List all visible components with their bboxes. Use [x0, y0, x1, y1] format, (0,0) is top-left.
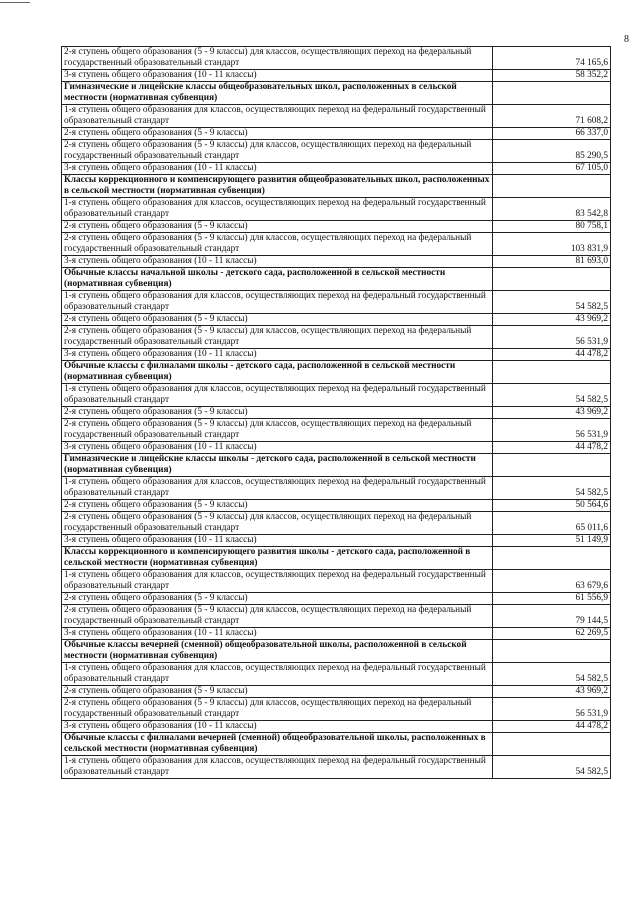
- row-label: 3-я ступень общего образования (10 - 11 классы): [62, 535, 493, 547]
- table-row: [62, 163, 611, 175]
- row-label: 3-я ступень общего образования (10 - 11 классы): [62, 628, 493, 640]
- row-value: [493, 733, 611, 756]
- table-row: [62, 70, 611, 82]
- row-value: 71 608,2: [493, 105, 611, 128]
- row-value: 62 269,5: [493, 628, 611, 640]
- table-row: [62, 349, 611, 361]
- row-value: 54 582,5: [493, 756, 611, 779]
- row-label: 1-я ступень общего образования для классов, осуществляющих переход на федеральный государственный образовательный стандарт: [62, 105, 493, 128]
- row-label: 2-я ступень общего образования (5 - 9 классы) для классов, осуществляющих переход на федеральный государственный образовательный стандарт: [62, 698, 493, 721]
- row-value: 56 531,9: [493, 419, 611, 442]
- row-label: 1-я ступень общего образования для классов, осуществляющих переход на федеральный государственный образовательный стандарт: [62, 663, 493, 686]
- row-label: 3-я ступень общего образования (10 - 11 классы): [62, 163, 493, 175]
- table-body: [62, 47, 611, 779]
- table-row: [62, 535, 611, 547]
- row-label: 2-я ступень общего образования (5 - 9 классы) для классов, осуществляющих переход на федеральный государственный образовательный стандарт: [62, 605, 493, 628]
- row-label: 3-я ступень общего образования (10 - 11 классы): [62, 70, 493, 82]
- row-label: 1-я ступень общего образования для классов, осуществляющих переход на федеральный государственный образовательный стандарт: [62, 477, 493, 500]
- row-value: 44 478,2: [493, 721, 611, 733]
- table-row: [62, 314, 611, 326]
- row-label: 3-я ступень общего образования (10 - 11 классы): [62, 442, 493, 454]
- row-label: 2-я ступень общего образования (5 - 9 классы) для классов, осуществляющих переход на федеральный государственный образовательный стандарт: [62, 512, 493, 535]
- section-heading: Обычные классы с филиалами вечерней (сменной) общеобразовательной школы, расположенных в сельской местности (нормативная субвенция): [62, 733, 493, 756]
- row-label: 1-я ступень общего образования для классов, осуществляющих переход на федеральный государственный образовательный стандарт: [62, 756, 493, 779]
- row-value: [493, 82, 611, 105]
- section-heading: Обычные классы вечерней (сменной) общеобразовательной школы, расположенной в сельской местности (нормативная субвенция): [62, 640, 493, 663]
- table-row: [62, 477, 611, 500]
- section-row: [62, 361, 611, 384]
- row-value: 67 105,0: [493, 163, 611, 175]
- row-value: 54 582,5: [493, 384, 611, 407]
- section-row: [62, 175, 611, 198]
- row-value: 54 582,5: [493, 291, 611, 314]
- table-row: [62, 756, 611, 779]
- table-row: [62, 128, 611, 140]
- row-value: 61 556,9: [493, 593, 611, 605]
- table-row: [62, 221, 611, 233]
- section-row: [62, 454, 611, 477]
- row-value: [493, 640, 611, 663]
- row-value: [493, 454, 611, 477]
- row-value: 103 831,9: [493, 233, 611, 256]
- table-row: [62, 233, 611, 256]
- section-row: [62, 733, 611, 756]
- row-label: 1-я ступень общего образования для классов, осуществляющих переход на федеральный государственный образовательный стандарт: [62, 291, 493, 314]
- table-row: [62, 291, 611, 314]
- row-label: 1-я ступень общего образования для классов, осуществляющих переход на федеральный государственный образовательный стандарт: [62, 384, 493, 407]
- row-value: 50 564,6: [493, 500, 611, 512]
- table-row: [62, 698, 611, 721]
- row-label: 3-я ступень общего образования (10 - 11 классы): [62, 256, 493, 268]
- normative-table: [61, 46, 611, 779]
- row-label: 2-я ступень общего образования (5 - 9 классы): [62, 686, 493, 698]
- section-row: [62, 640, 611, 663]
- table-row: [62, 686, 611, 698]
- row-label: 2-я ступень общего образования (5 - 9 классы) для классов, осуществляющих переход на федеральный государственный образовательный стандарт: [62, 233, 493, 256]
- section-heading: Гимназические и лицейские классы общеобразовательных школ, расположенных в сельской местности (нормативная субвенция): [62, 82, 493, 105]
- row-label: 1-я ступень общего образования для классов, осуществляющих переход на федеральный государственный образовательный стандарт: [62, 570, 493, 593]
- section-heading: Обычные классы начальной школы - детского сада, расположенной в сельской местности (нормативная субвенция): [62, 268, 493, 291]
- row-value: [493, 361, 611, 384]
- row-value: 83 542,8: [493, 198, 611, 221]
- row-value: 43 969,2: [493, 314, 611, 326]
- table-row: [62, 105, 611, 128]
- table-row: [62, 384, 611, 407]
- table-row: [62, 605, 611, 628]
- row-value: 81 693,0: [493, 256, 611, 268]
- row-label: 2-я ступень общего образования (5 - 9 классы): [62, 314, 493, 326]
- table-row: [62, 442, 611, 454]
- section-heading: Гимназические и лицейские классы школы - детского сада, расположенной в сельской местности (нормативная субвенция): [62, 454, 493, 477]
- row-value: 74 165,6: [493, 47, 611, 70]
- row-value: 79 144,5: [493, 605, 611, 628]
- row-label: 2-я ступень общего образования (5 - 9 классы) для классов, осуществляющих переход на федеральный государственный образовательный стандарт: [62, 326, 493, 349]
- table-row: [62, 628, 611, 640]
- row-value: 54 582,5: [493, 663, 611, 686]
- page-number: 8: [624, 34, 629, 45]
- row-label: 3-я ступень общего образования (10 - 11 классы): [62, 721, 493, 733]
- row-value: 85 290,5: [493, 140, 611, 163]
- row-value: [493, 547, 611, 570]
- row-label: 1-я ступень общего образования для классов, осуществляющих переход на федеральный государственный образовательный стандарт: [62, 198, 493, 221]
- row-value: 43 969,2: [493, 686, 611, 698]
- row-value: 80 758,1: [493, 221, 611, 233]
- row-value: 56 531,9: [493, 698, 611, 721]
- row-label: 2-я ступень общего образования (5 - 9 классы): [62, 500, 493, 512]
- section-heading: Классы коррекционного и компенсирующего развития общеобразовательных школ, расположенных в сельской местности (нормативная субвенция): [62, 175, 493, 198]
- row-label: 2-я ступень общего образования (5 - 9 классы): [62, 407, 493, 419]
- table-row: [62, 419, 611, 442]
- row-label: 3-я ступень общего образования (10 - 11 классы): [62, 349, 493, 361]
- row-label: 2-я ступень общего образования (5 - 9 классы) для классов, осуществляющих переход на федеральный государственный образовательный стандарт: [62, 419, 493, 442]
- row-value: [493, 268, 611, 291]
- table-row: [62, 721, 611, 733]
- row-label: 2-я ступень общего образования (5 - 9 классы): [62, 221, 493, 233]
- row-value: 54 582,5: [493, 477, 611, 500]
- row-value: 44 478,2: [493, 442, 611, 454]
- section-heading: Обычные классы с филиалами школы - детского сада, расположенной в сельской местности (нормативная субвенция): [62, 361, 493, 384]
- top-rule: [0, 2, 30, 3]
- section-row: [62, 547, 611, 570]
- table-row: [62, 256, 611, 268]
- row-value: 65 011,6: [493, 512, 611, 535]
- row-label: 2-я ступень общего образования (5 - 9 классы): [62, 128, 493, 140]
- table-row: [62, 198, 611, 221]
- row-value: 51 149,9: [493, 535, 611, 547]
- section-row: [62, 268, 611, 291]
- table-row: [62, 326, 611, 349]
- table-row: [62, 140, 611, 163]
- row-value: 66 337,0: [493, 128, 611, 140]
- table-row: [62, 47, 611, 70]
- row-value: [493, 175, 611, 198]
- table-row: [62, 593, 611, 605]
- row-value: 56 531,9: [493, 326, 611, 349]
- row-value: 44 478,2: [493, 349, 611, 361]
- table-row: [62, 570, 611, 593]
- table-row: [62, 512, 611, 535]
- section-row: [62, 82, 611, 105]
- row-value: 58 352,2: [493, 70, 611, 82]
- row-value: 43 969,2: [493, 407, 611, 419]
- row-value: 63 679,6: [493, 570, 611, 593]
- row-label: 2-я ступень общего образования (5 - 9 классы): [62, 593, 493, 605]
- row-label: 2-я ступень общего образования (5 - 9 классы) для классов, осуществляющих переход на федеральный государственный образовательный стандарт: [62, 47, 493, 70]
- table-row: [62, 407, 611, 419]
- section-heading: Классы коррекционного и компенсирующего развития школы - детского сада, расположенной в сельской местности (нормативная субвенция): [62, 547, 493, 570]
- table-row: [62, 500, 611, 512]
- row-label: 2-я ступень общего образования (5 - 9 классы) для классов, осуществляющих переход на федеральный государственный образовательный стандарт: [62, 140, 493, 163]
- table-row: [62, 663, 611, 686]
